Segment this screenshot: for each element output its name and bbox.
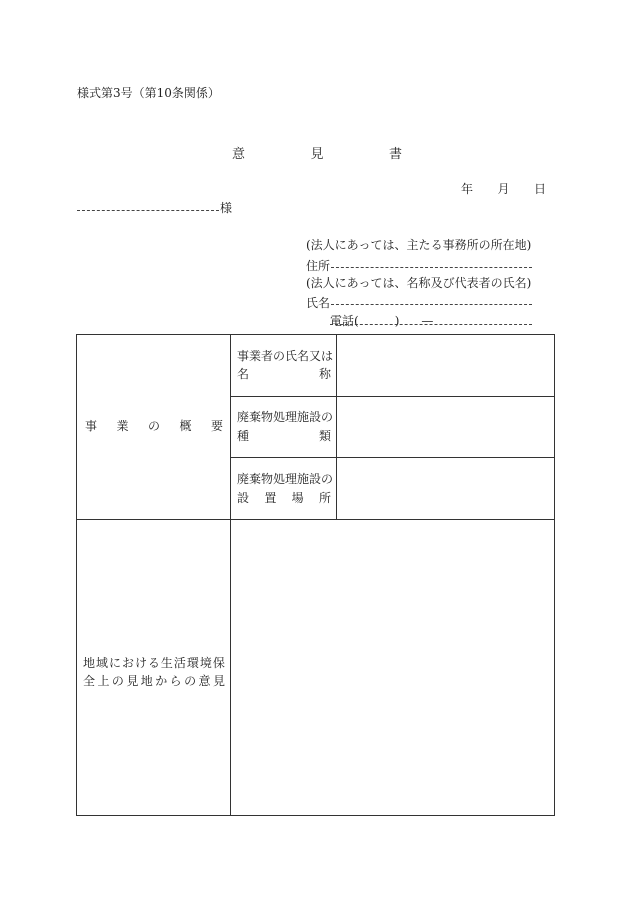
label-char: 地 [83,656,96,670]
column-divider [230,335,231,815]
label-char: 所 [318,491,331,505]
label-char: ら [169,674,182,688]
opinion-form-table [76,334,555,816]
label-char: け [134,656,147,670]
addressee-blank-line[interactable] [77,210,219,211]
phone-dash: — [421,314,434,328]
label-char: 類 [318,429,331,443]
label-char: 業 [116,419,129,433]
facility-location-label-line2 [237,488,331,508]
operator-name-label-line2 [237,364,331,384]
date-year-label: 年 [461,182,474,196]
title-char: 意 [232,147,246,162]
business-overview-label [85,416,223,436]
label-char: 種 [237,429,250,443]
label-char: 環 [186,656,199,670]
facility-type-value[interactable] [338,398,552,456]
phone-label: 電話( [330,314,359,328]
label-char: 全 [83,674,96,688]
label-char: か [155,674,168,688]
opinion-label-line1 [83,653,225,673]
label-char: の [184,674,197,688]
label-char: 見 [126,674,139,688]
facility-type-label-line2 [237,426,331,446]
facility-type-label-line1: 廃棄物処理施設の [237,410,334,424]
label-char: お [121,656,134,670]
label-char: 境 [199,656,212,670]
label-char: 意 [198,674,211,688]
operator-name-label-line1: 事業者の氏名又は [237,349,334,363]
label-char: 要 [210,419,223,433]
address-label: 住所 [306,259,331,273]
label-char: 称 [318,367,331,381]
phone-field [330,312,433,329]
label-char: 活 [173,656,186,670]
title-char: 見 [310,147,324,162]
label-char: 名 [237,367,250,381]
label-char: 生 [160,656,173,670]
label-char: 事 [85,419,98,433]
label-char: 置 [264,491,277,505]
date-month-label: 月 [497,182,510,196]
label-char: 場 [291,491,304,505]
label-char: 概 [179,419,192,433]
row-divider [230,396,554,397]
facility-location-label-line1: 廃棄物処理施設の [237,472,334,486]
name-label: 氏名 [306,296,331,310]
subcolumn-divider [336,335,337,519]
label-char: 保 [212,656,225,670]
section-divider [77,519,554,520]
label-char: 見 [212,674,225,688]
address-blank-line[interactable] [331,267,532,268]
label-char: る [147,656,160,670]
operator-name-value[interactable] [338,336,552,395]
date-field [461,180,546,197]
label-char: の [147,419,160,433]
label-char: に [108,656,121,670]
phone-blank-line[interactable] [330,324,532,325]
address-note: (法人にあっては、主たる事務所の所在地) [306,238,532,252]
phone-close-paren: ) [394,314,400,328]
label-char: 域 [95,656,108,670]
addressee-suffix: 様 [220,201,233,215]
label-char: の [111,674,124,688]
form-number: 様式第3号（第10条関係） [77,86,220,100]
title-char: 書 [388,147,402,162]
label-char: 設 [237,491,250,505]
date-day-label: 日 [533,182,546,196]
label-char: 地 [140,674,153,688]
document-title [232,143,402,162]
name-note: (法人にあっては、名称及び代表者の氏名) [306,276,532,290]
row-divider [230,457,554,458]
opinion-label-line2 [83,671,225,691]
opinion-value-area[interactable] [232,521,552,813]
label-char: 上 [97,674,110,688]
name-blank-line[interactable] [331,304,532,305]
facility-location-value[interactable] [338,459,552,518]
